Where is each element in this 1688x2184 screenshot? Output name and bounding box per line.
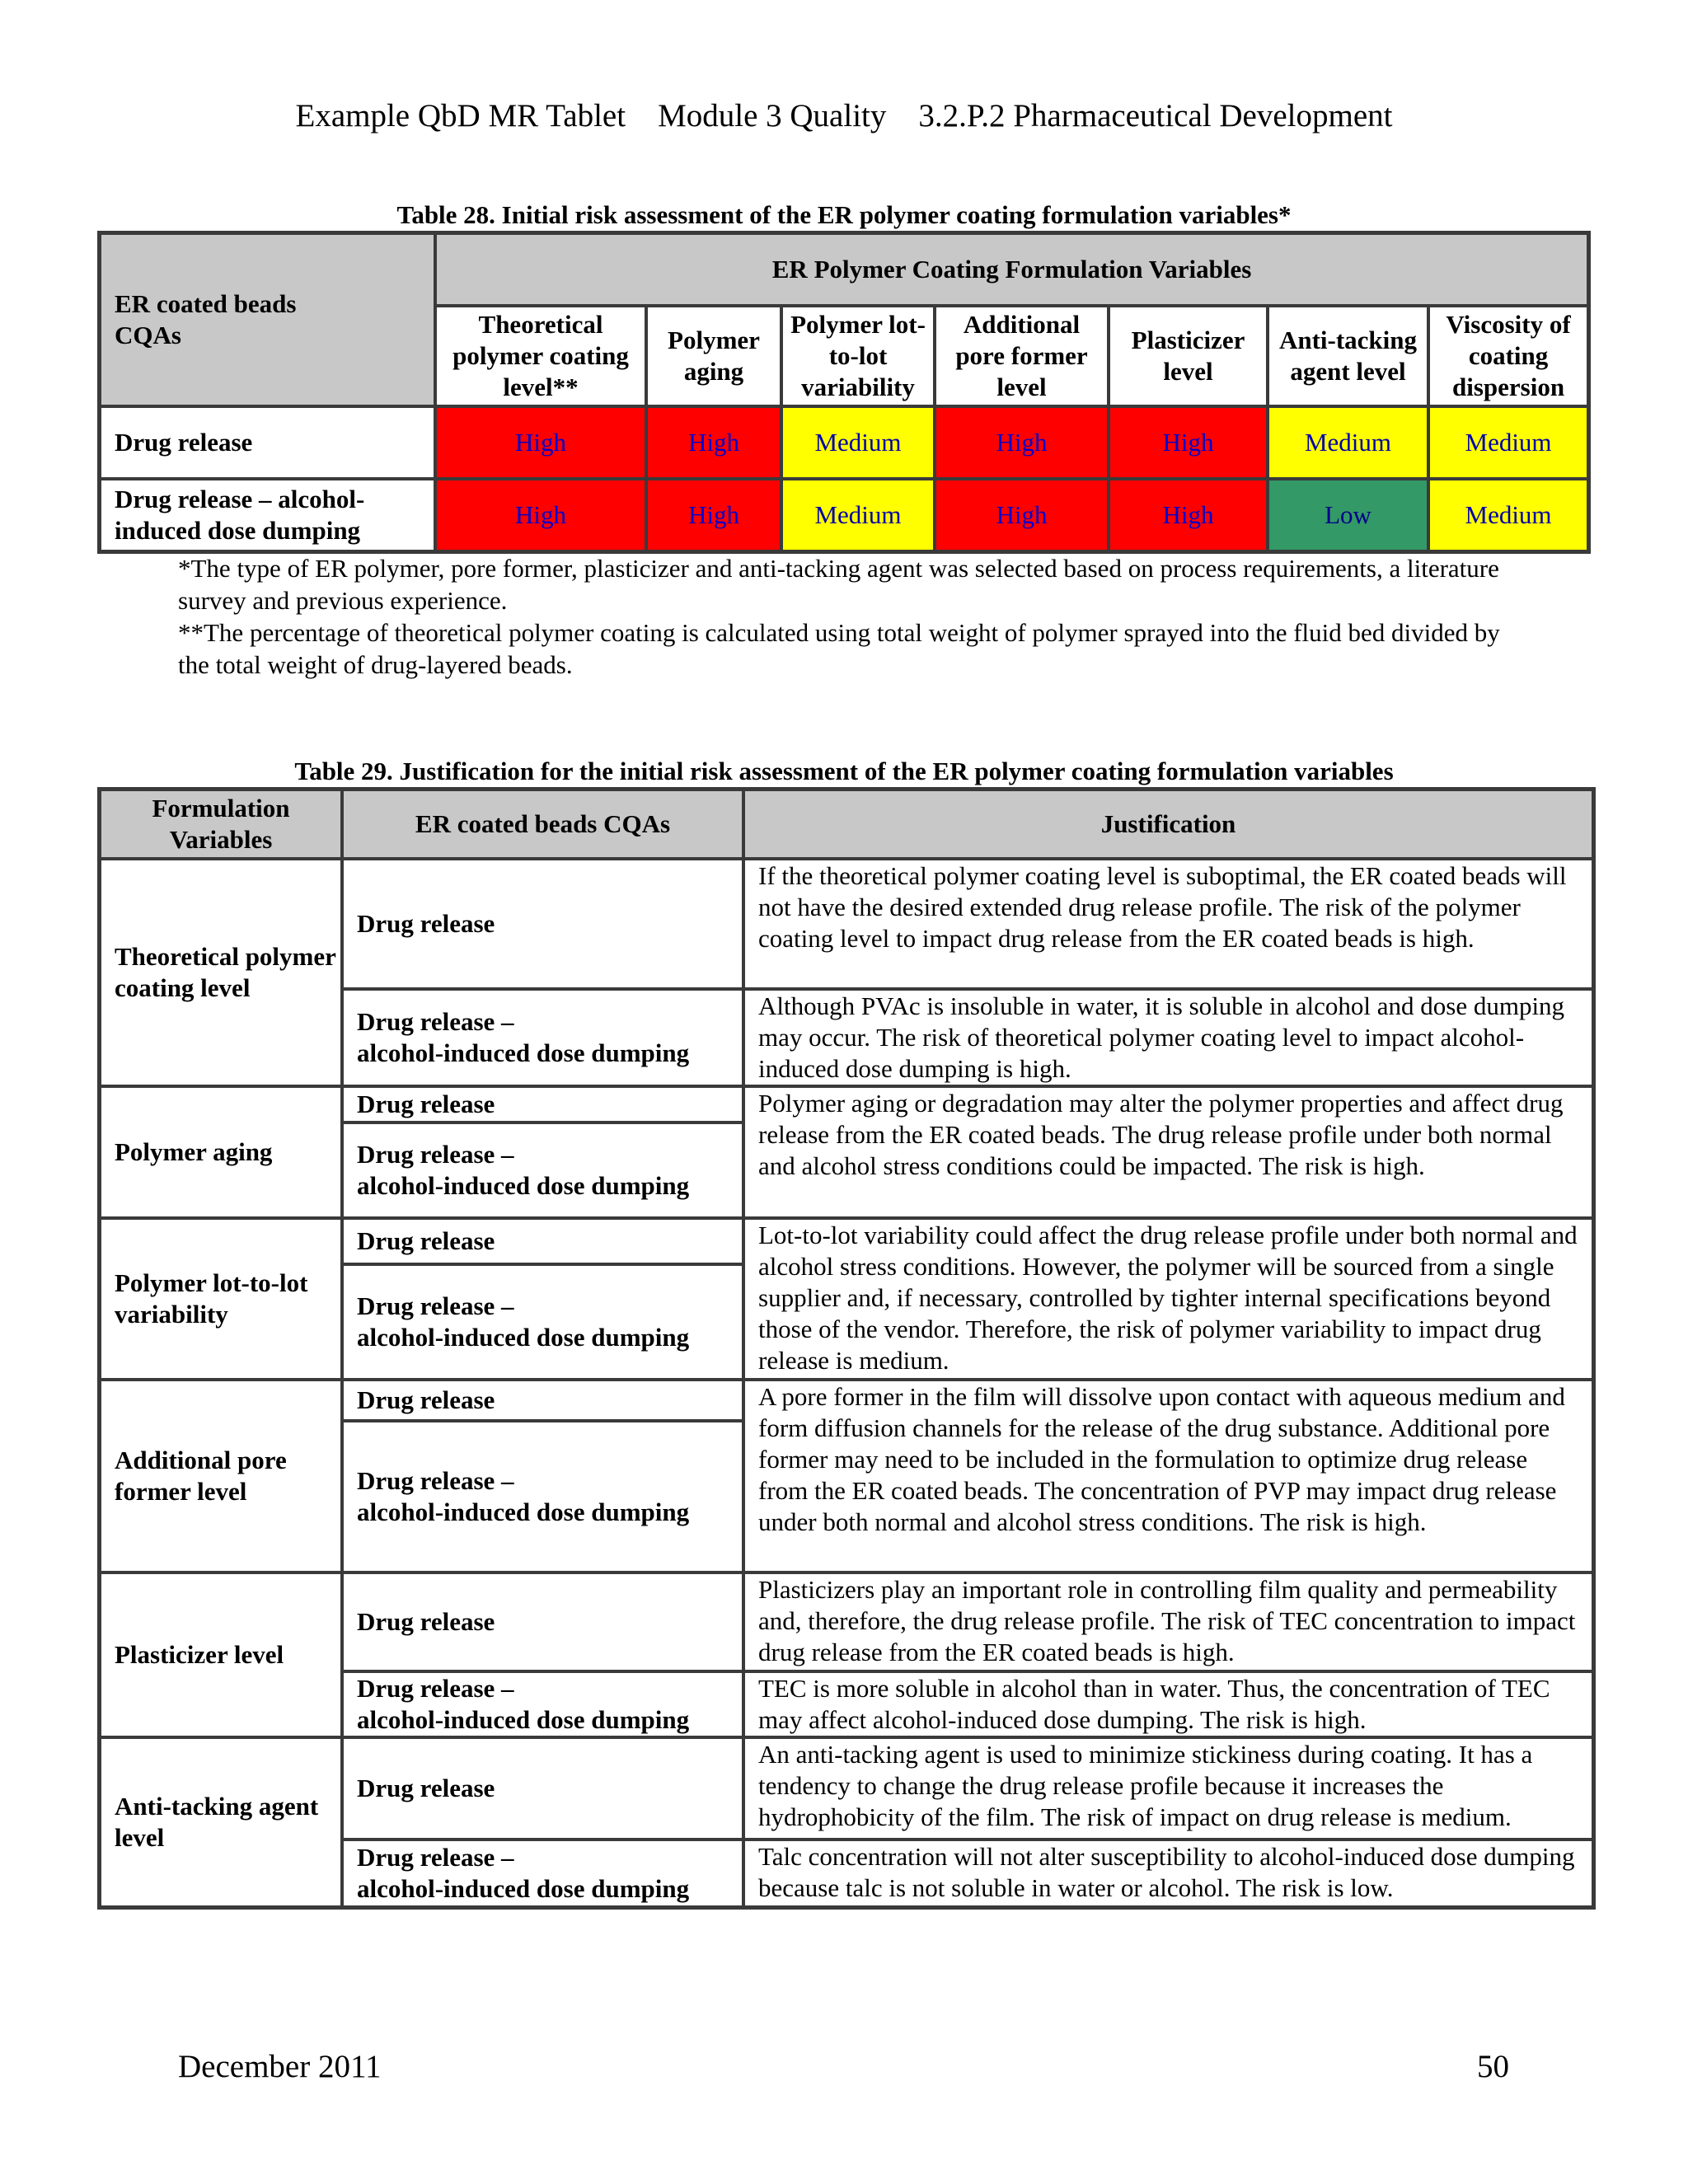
- justification-cell: A pore former in the film will dissolve upon contact with aqueous medium and form diffusion channels for the release of the drug substance. Additional pore former may need to be included in the formulation to optimize drug release from the ER coated beads. The concentration of PVP may impact drug release under both normal and alcohol stress conditions. The risk is high.: [743, 1380, 1593, 1572]
- column-header: Justification: [743, 790, 1593, 859]
- risk-cell: High: [435, 479, 646, 551]
- justification-cell: Talc concentration will not alter susceptibility to alcohol-induced dose dumping because talc is not soluble in water or alcohol. The risk is low.: [743, 1840, 1593, 1907]
- risk-cell: Medium: [1428, 479, 1588, 551]
- risk-cell: Medium: [781, 406, 935, 479]
- risk-cell: Low: [1268, 479, 1428, 551]
- column-header: Polymer aging: [646, 306, 781, 406]
- row-header: Drug release: [100, 406, 435, 479]
- cqa-cell: Drug release: [342, 1737, 743, 1840]
- cqa-line1: Drug release –: [357, 1843, 514, 1872]
- cqa-cell: [342, 1840, 743, 1907]
- risk-cell: High: [646, 406, 781, 479]
- justification-table: [97, 787, 1596, 1910]
- table-row: [100, 1737, 1593, 1840]
- table-row: [100, 1086, 1593, 1122]
- cqa-line2: alcohol-induced dose dumping: [357, 1705, 690, 1734]
- cqa-cell: [342, 1421, 743, 1572]
- cqa-line2: alcohol-induced dose dumping: [357, 1874, 690, 1903]
- table-row: [100, 1218, 1593, 1264]
- cqa-line1: Drug release –: [357, 1007, 514, 1036]
- table-row: [100, 1572, 1593, 1671]
- corner-header: [100, 233, 435, 406]
- cqa-cell: [342, 989, 743, 1086]
- justification-cell: Lot-to-lot variability could affect the drug release profile under both normal and alcohol stress conditions. However, the polymer will be sourced from a single supplier and, if necessary, controlled by tighter internal specifications beyond those of the vendor. Therefore, the risk of polymer variability to impact drug release is medium.: [743, 1218, 1593, 1380]
- row-header-line1: Drug release – alcohol-: [115, 485, 365, 513]
- cqa-line1: Drug release –: [357, 1674, 514, 1703]
- risk-cell: High: [435, 406, 646, 479]
- footer-date: December 2011: [178, 2049, 382, 2084]
- group-header: ER Polymer Coating Formulation Variables: [435, 233, 1588, 306]
- cqa-line1: Drug release –: [357, 1291, 514, 1320]
- cqa-cell: Drug release: [342, 1572, 743, 1671]
- risk-cell: Medium: [781, 479, 935, 551]
- column-header: Polymer lot-to-lot variability: [781, 306, 935, 406]
- column-header: ER coated beads CQAs: [342, 790, 743, 859]
- footnote: **The percentage of theoretical polymer coating is calculated using total weight of polymer sprayed into the fluid bed divided by the total weight of drug-layered beads.: [178, 618, 1500, 679]
- risk-cell: High: [1109, 406, 1268, 479]
- justification-cell: Although PVAc is insoluble in water, it is soluble in alcohol and dose dumping may occur. The risk of theoretical polymer coating level to impact alcohol-induced dose dumping is high.: [743, 989, 1593, 1086]
- cqa-line2: alcohol-induced dose dumping: [357, 1497, 690, 1526]
- risk-cell: High: [1109, 479, 1268, 551]
- variable-cell: Theoretical polymer coating level: [100, 859, 342, 1086]
- row-header-line2: induced dose dumping: [115, 516, 361, 545]
- variable-cell: Polymer lot-to-lot variability: [100, 1218, 342, 1380]
- justification-cell: Polymer aging or degradation may alter the polymer properties and affect drug release from the ER coated beads. The drug release profile under both normal and alcohol stress conditions could be impacted. The risk is high.: [743, 1086, 1593, 1218]
- risk-cell: High: [646, 479, 781, 551]
- risk-cell: Medium: [1268, 406, 1428, 479]
- risk-assessment-table: [97, 231, 1591, 554]
- footnote: *The type of ER polymer, pore former, plasticizer and anti-tacking agent was selected based on process requirements, a literature survey and previous experience.: [178, 554, 1499, 615]
- cqa-cell: Drug release: [342, 1380, 743, 1421]
- column-header: Theoretical polymer coating level**: [435, 306, 646, 406]
- cqa-cell: Drug release: [342, 859, 743, 989]
- page-header: Example QbD MR Tablet Module 3 Quality 3.2.P.2 Pharmaceutical Development: [295, 98, 1393, 134]
- cqa-cell: Drug release: [342, 1218, 743, 1264]
- page-number: 50: [1477, 2049, 1509, 2084]
- cqa-line2: alcohol-induced dose dumping: [357, 1038, 690, 1067]
- cqa-cell: [342, 1671, 743, 1737]
- column-header: Formulation Variables: [100, 790, 342, 859]
- variable-cell: Polymer aging: [100, 1086, 342, 1218]
- variable-cell: Plasticizer level: [100, 1572, 342, 1737]
- corner-header-line1: ER coated beads: [115, 289, 297, 318]
- justification-cell: An anti-tacking agent is used to minimize stickiness during coating. It has a tendency to change the drug release profile because it increases the hydrophobicity of the film. The risk of impact on drug release is medium.: [743, 1737, 1593, 1840]
- justification-cell: If the theoretical polymer coating level is suboptimal, the ER coated beads will not have the desired extended drug release profile. The risk of the polymer coating level to impact drug release from the ER coated beads is high.: [743, 859, 1593, 989]
- risk-cell: Medium: [1428, 406, 1588, 479]
- column-header: Anti-tacking agent level: [1268, 306, 1428, 406]
- risk-cell: High: [935, 406, 1109, 479]
- cqa-cell: [342, 1122, 743, 1218]
- variable-cell: Additional pore former level: [100, 1380, 342, 1572]
- table-29-caption: Table 29. Justification for the initial risk assessment of the ER polymer coating formulation variables: [294, 757, 1394, 785]
- table-28-caption: Table 28. Initial risk assessment of the ER polymer coating formulation variables*: [396, 200, 1292, 229]
- row-header: [100, 479, 435, 551]
- table-row: [100, 859, 1593, 989]
- justification-cell: Plasticizers play an important role in controlling film quality and permeability and, therefore, the drug release profile. The risk of TEC concentration to impact drug release from the ER coated beads is high.: [743, 1572, 1593, 1671]
- risk-cell: High: [935, 479, 1109, 551]
- column-header: Viscosity of coating dispersion: [1428, 306, 1588, 406]
- table-row: [100, 479, 1588, 551]
- table-row: [100, 406, 1588, 479]
- column-header: Plasticizer level: [1109, 306, 1268, 406]
- cqa-line2: alcohol-induced dose dumping: [357, 1323, 690, 1352]
- cqa-line2: alcohol-induced dose dumping: [357, 1171, 690, 1200]
- table-28-footnotes: [178, 552, 1530, 681]
- column-header: Additional pore former level: [935, 306, 1109, 406]
- table-row: [100, 1380, 1593, 1421]
- cqa-line1: Drug release –: [357, 1466, 514, 1495]
- corner-header-line2: CQAs: [115, 321, 181, 349]
- cqa-cell: [342, 1264, 743, 1380]
- justification-cell: TEC is more soluble in alcohol than in water. Thus, the concentration of TEC may affect alcohol-induced dose dumping. The risk is high.: [743, 1671, 1593, 1737]
- variable-cell: Anti-tacking agent level: [100, 1737, 342, 1907]
- cqa-cell: Drug release: [342, 1086, 743, 1122]
- cqa-line1: Drug release –: [357, 1140, 514, 1169]
